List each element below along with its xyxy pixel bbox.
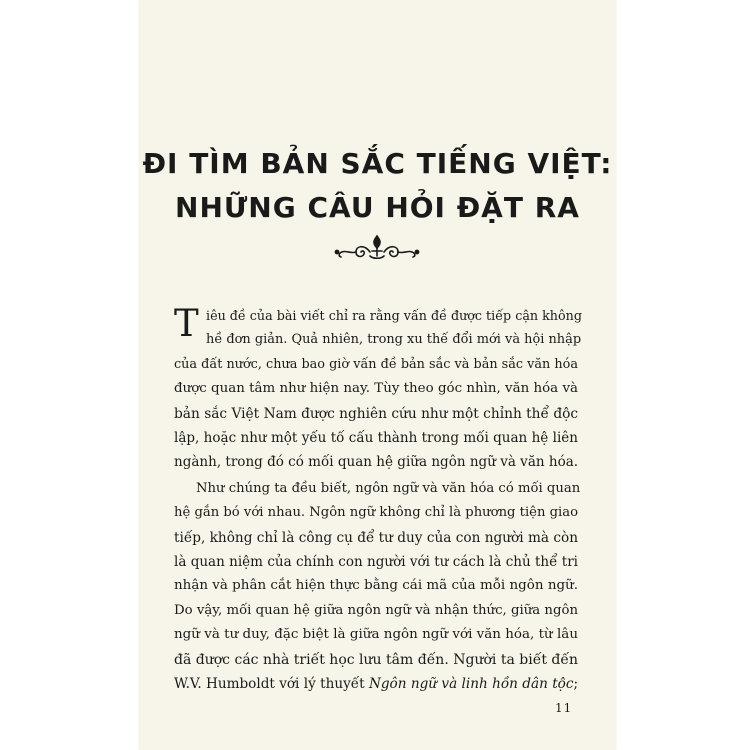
paragraph-2-line-2: hệ gắn bó với nhau. Ngôn ngữ không chỉ là phương tiện giao bbox=[174, 505, 578, 521]
chapter-title-line-1: ĐI TÌM BẢN SẮC TIẾNG VIỆT: bbox=[142, 147, 613, 180]
paragraph-1-line-7: ngành, trong đó có mối quan hệ giữa ngôn ngữ và văn hóa. bbox=[174, 454, 579, 471]
fleuron-divider-icon bbox=[334, 232, 420, 262]
paragraph-2-line-3: tiếp, không chỉ là công cụ để tư duy của con người mà còn bbox=[174, 529, 578, 546]
paragraph-1-line-5: bản sắc Việt Nam được nghiên cứu như một chỉnh thể độc bbox=[174, 405, 579, 422]
page-number: 11 bbox=[555, 701, 573, 715]
paragraph-2-line-4: là quan niệm của chính con người với tư cách là chủ thể tri bbox=[174, 554, 578, 571]
paragraph-2-line-1: Như chúng ta đều biết, ngôn ngữ và văn hóa có mối quan bbox=[196, 480, 581, 496]
paragraph-2-line-9-prefix: W.V. Humboldt với lý thuyết bbox=[174, 676, 369, 693]
paragraph-2-line-9 bbox=[174, 672, 578, 696]
book-title-reference: Ngôn ngữ và linh hồn dân tộc bbox=[368, 676, 574, 693]
paragraph-1-line-1-text: iêu đề của bài viết chỉ ra rằng vấn đề được tiếp cận không bbox=[206, 308, 582, 323]
paragraph-2-line-5: nhận và phân cắt hiện thực bằng cái mã của mỗi ngôn ngữ. bbox=[174, 578, 579, 594]
paragraph-1-line-4: được quan tâm như hiện nay. Tùy theo góc nhìn, văn hóa và bbox=[174, 381, 578, 397]
paragraph-1-line-3: của đất nước, chưa bao giờ vấn đề bản sắc và bản sắc văn hóa bbox=[174, 356, 578, 372]
paragraph-1 bbox=[174, 302, 582, 475]
drop-cap: T bbox=[174, 302, 199, 345]
paragraph-2-line-6: Do vậy, mối quan hệ giữa ngôn ngữ và nhận thức, giữa ngôn bbox=[174, 602, 578, 618]
book-page bbox=[139, 0, 616, 750]
paragraph-2-line-7: ngữ và tư duy, đặc biệt là giữa ngôn ngữ với văn hóa, từ lâu bbox=[174, 627, 578, 643]
paragraph-1-line-6: lập, hoặc như một yếu tố cấu thành trong mối quan hệ liên bbox=[174, 430, 578, 447]
paragraph-1-line-2: hề đơn giản. Quả nhiên, trong xu thế đổi mới và hội nhập bbox=[206, 332, 582, 348]
paragraph-2-line-8: đã được các nhà triết học lưu tâm đến. Người ta biết đến bbox=[174, 651, 578, 668]
chapter-title-line-2: NHỮNG CÂU HỎI ĐẶT RA bbox=[175, 191, 580, 224]
chapter-title bbox=[139, 142, 616, 230]
paragraph-2-line-9-suffix: ; bbox=[573, 676, 579, 693]
paragraph-2 bbox=[174, 477, 581, 697]
body-text bbox=[174, 302, 582, 697]
